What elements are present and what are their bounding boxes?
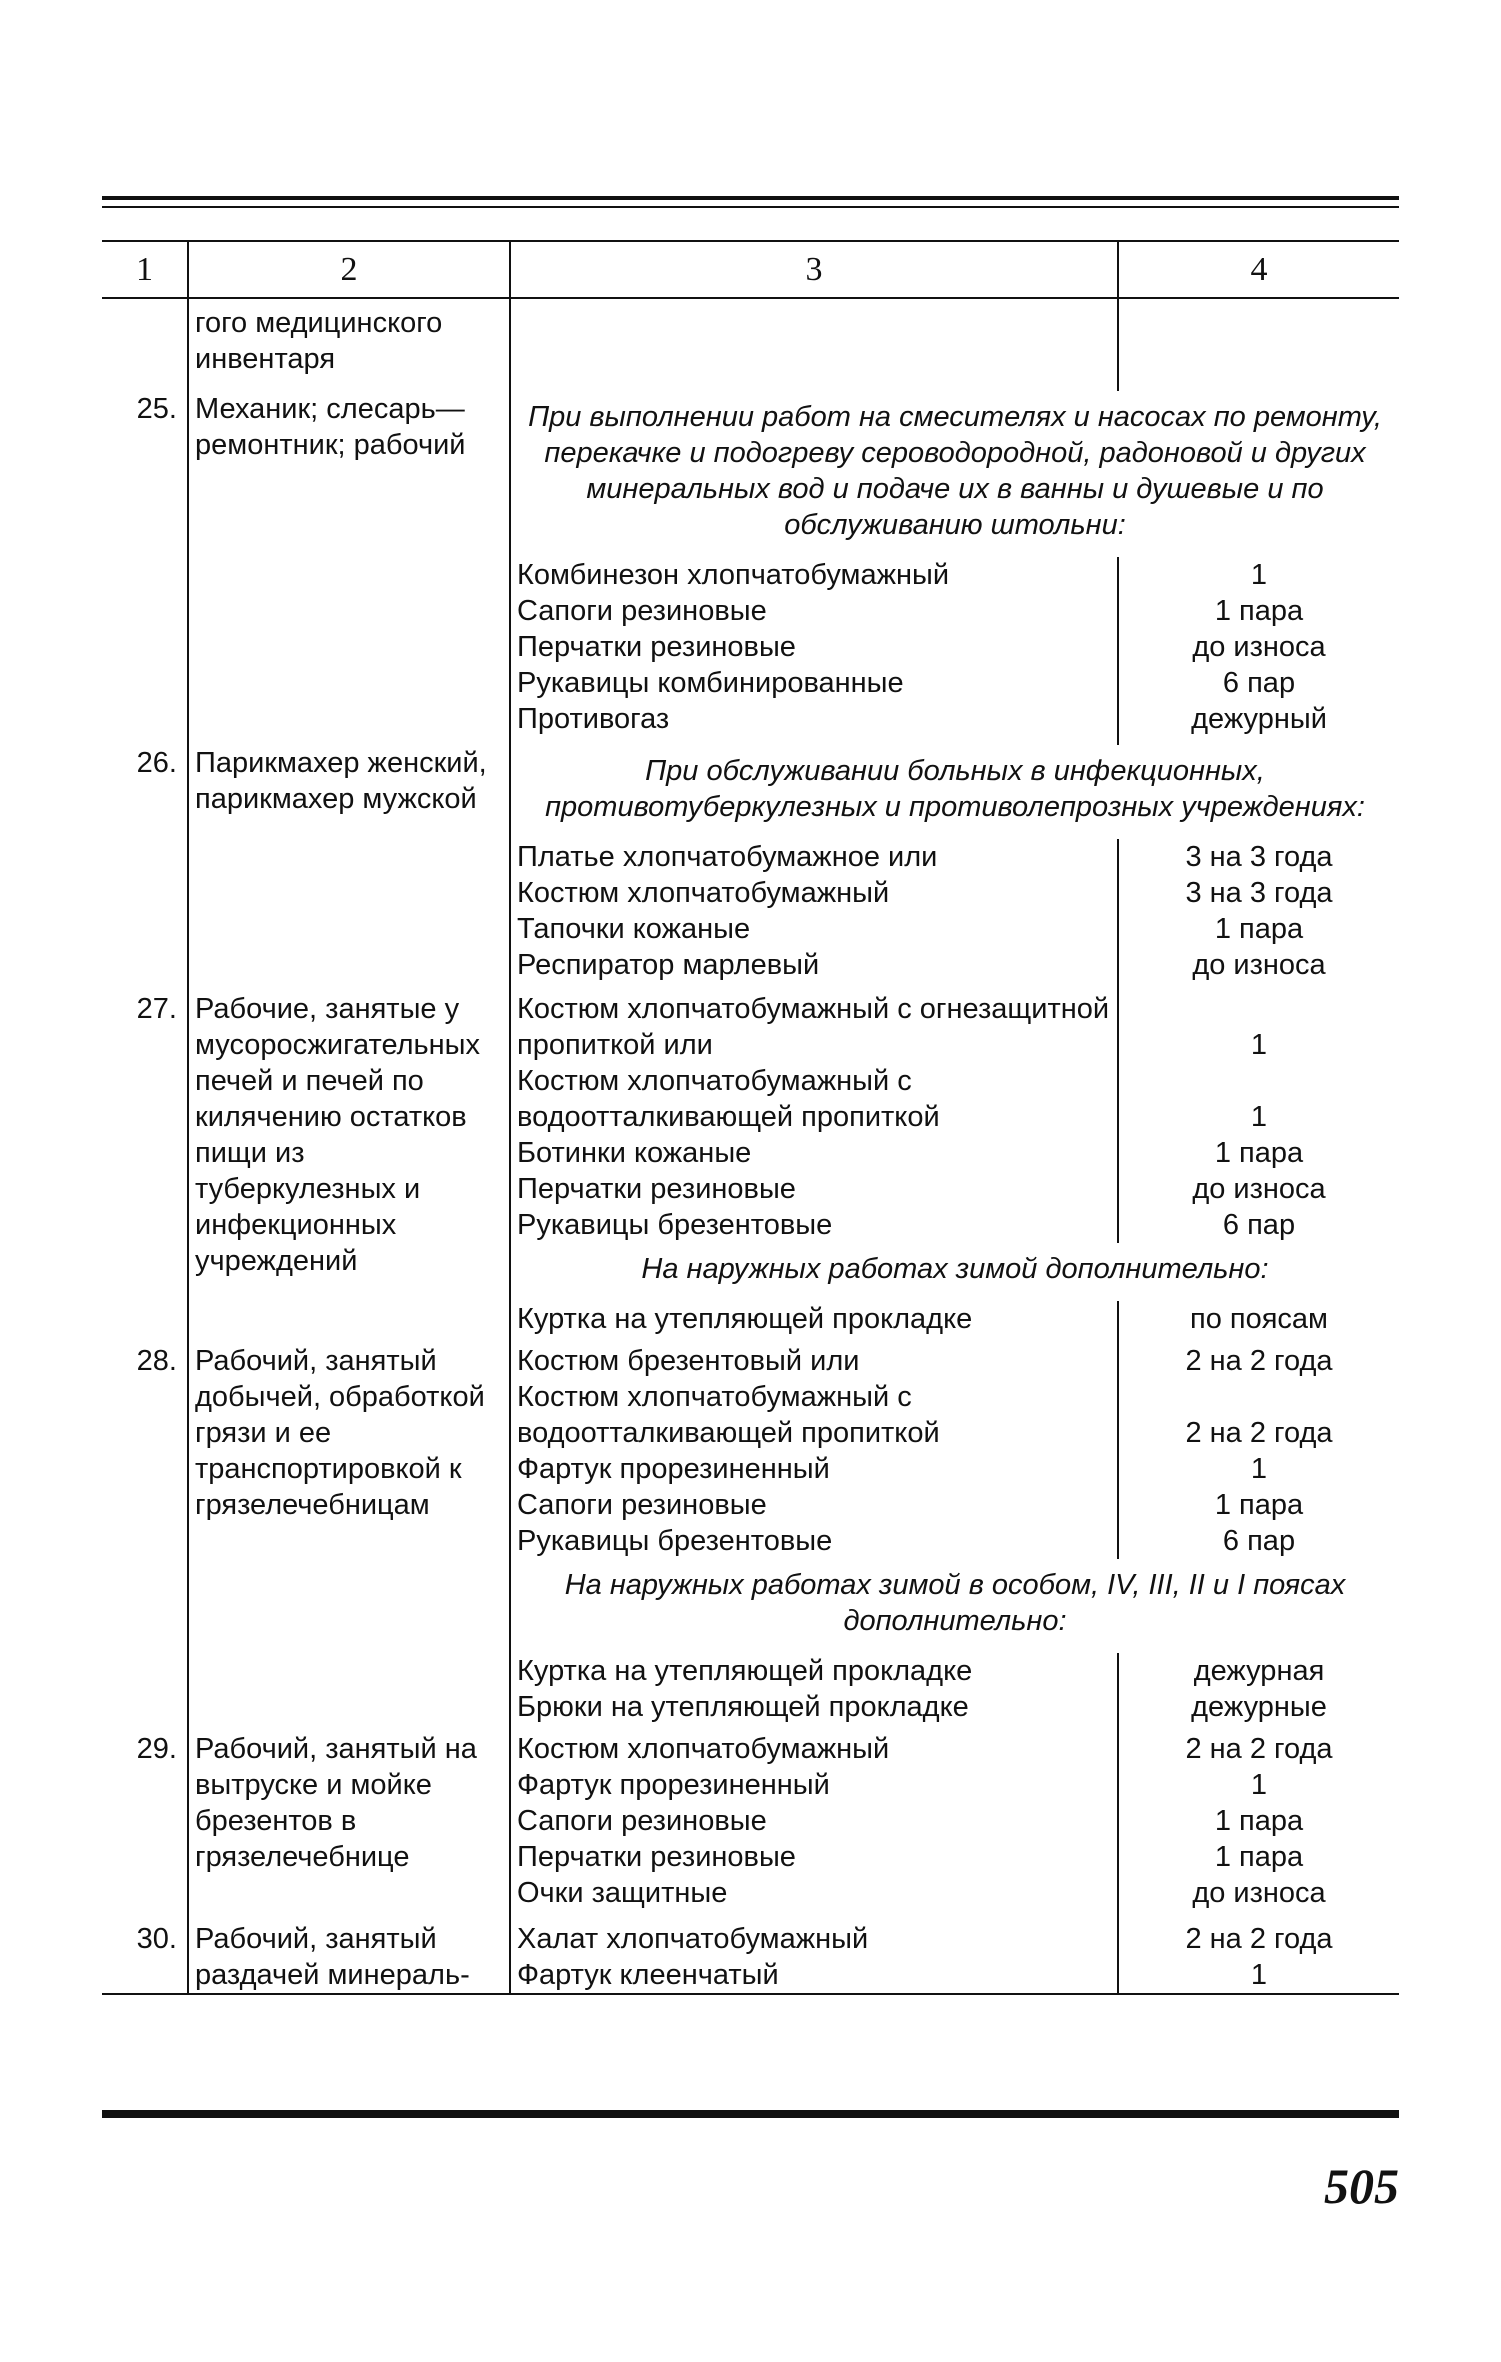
item-name: Костюм хлопчатобумажный	[517, 877, 890, 909]
bottom-rule	[102, 2110, 1399, 2118]
item-norm: до износа	[1192, 1173, 1326, 1205]
condition-heading: При обслуживании больных в инфекционных, противотуберкулезных и противолепрозных учреждениях:	[510, 745, 1399, 839]
role-cell	[188, 1921, 510, 1994]
row-number	[102, 298, 188, 391]
item-name: Сапоги резиновые	[517, 1489, 767, 1521]
item-name: Костюм брезентовый или	[517, 1345, 860, 1377]
items-cell	[510, 557, 1118, 745]
item-name: Рукавицы комбинированные	[517, 667, 904, 699]
item-norm: 6 пар	[1222, 1209, 1296, 1241]
role-cell: Механик; слесарь—ремонтник; рабочий	[188, 391, 510, 745]
norms-cell	[1118, 1731, 1399, 1921]
item-norm: до износа	[1192, 631, 1326, 663]
item-name: Комбинезон хлопчатобумажный	[517, 559, 950, 591]
item-name: Перчатки резиновые	[517, 1841, 796, 1873]
condition-heading: На наружных работах зимой в особом, IV, III, II и I поясах дополнительно:	[510, 1559, 1399, 1653]
item-name: Сапоги резиновые	[517, 595, 767, 627]
item-norm: 1 пара	[1214, 1137, 1304, 1169]
items-cell	[510, 991, 1118, 1243]
item-name: Перчатки резиновые	[517, 631, 796, 663]
item-name: Фартук клеенчатый	[517, 1959, 779, 1991]
item-name: Костюм хлопчатобумажный с огнезащитной пропиткой или	[517, 993, 1110, 1061]
item-norm: 2 на 2 года	[1185, 1417, 1333, 1449]
item-norm: 1 пара	[1214, 1805, 1304, 1837]
item-norm: 2 на 2 года	[1185, 1345, 1333, 1377]
item-name: Сапоги резиновые	[517, 1805, 767, 1837]
table-row	[102, 391, 1399, 557]
header-col-2: 2	[188, 242, 510, 298]
role-cell: Рабочий, занятый на вытруске и мойке брезентов в грязелечебнице	[188, 1731, 510, 1921]
item-norm: дежурный	[1191, 703, 1327, 735]
item-name: Платье хлопчатобумажное или	[517, 841, 938, 873]
item-name: Костюм хлопчатобумажный с водоотталкивающей пропиткой	[517, 1381, 940, 1449]
items-cell	[510, 1301, 1118, 1343]
item-norm: 1	[1250, 1453, 1268, 1485]
condition-heading: При выполнении работ на смесителях и насосах по ремонту, перекачке и подогреву сероводородной, радоновой и других минеральных вод и подаче их в ванны и душевые и по обслуживанию штольни:	[510, 391, 1399, 557]
row-number: 30.	[136, 1923, 177, 1955]
item-name: Фартук прорезиненный	[517, 1453, 830, 1485]
item-norm: 6 пар	[1222, 1525, 1296, 1557]
norms-cell	[1118, 1653, 1399, 1731]
norms-cell	[1118, 1343, 1399, 1559]
item-norm: 3 на 3 года	[1185, 841, 1333, 873]
header-col-4: 4	[1118, 242, 1399, 298]
row-number: 26.	[136, 747, 177, 779]
norms-cell	[1118, 839, 1399, 991]
item-norm: 1	[1250, 1029, 1268, 1061]
norms-cell	[1118, 557, 1399, 745]
table-row	[102, 1731, 1399, 1921]
item-norm: 1	[1250, 1769, 1268, 1801]
item-name: Рукавицы брезентовые	[517, 1209, 833, 1241]
item-name: Перчатки резиновые	[517, 1173, 796, 1205]
row-number: 28.	[136, 1345, 177, 1377]
item-norm: до износа	[1192, 1877, 1326, 1909]
items-cell	[510, 1343, 1118, 1559]
item-name: Халат хлопчатобумажный	[517, 1923, 869, 1955]
row-number: 27.	[136, 993, 177, 1025]
role-text: Рабочий, занятый раздачей минераль-	[195, 1923, 470, 1991]
row-number: 25.	[136, 393, 177, 425]
item-norm: 6 пар	[1222, 667, 1296, 699]
item-name: Респиратор марлевый	[517, 949, 820, 981]
role-cell: Рабочий, занятый добычей, обработкой грязи и ее транспортировкой к грязелечебницам	[188, 1343, 510, 1731]
items-cell	[510, 839, 1118, 991]
item-norm: 1 пара	[1214, 1841, 1304, 1873]
item-norm: 2 на 2 года	[1185, 1733, 1333, 1765]
condition-heading: На наружных работах зимой дополнительно:	[510, 1243, 1399, 1301]
norms-cell	[1118, 1921, 1399, 1994]
role-cell: Парикмахер женский, парикмахер мужской	[188, 745, 510, 991]
item-name: Рукавицы брезентовые	[517, 1525, 833, 1557]
item-name: Костюм хлопчатобумажный	[517, 1733, 890, 1765]
item-norm: 1	[1250, 559, 1268, 591]
header-row	[102, 242, 1399, 298]
item-name: Костюм хлопчатобумажный с водоотталкивающей пропиткой	[517, 1065, 940, 1133]
items-cell	[510, 1653, 1118, 1731]
table-row	[102, 745, 1399, 839]
items-cell	[510, 1921, 1118, 1994]
table-row	[102, 991, 1399, 1243]
item-norm: 3 на 3 года	[1185, 877, 1333, 909]
items-cell	[510, 1731, 1118, 1921]
item-norm: 1	[1250, 1101, 1268, 1133]
item-name: Брюки на утепляющей прокладке	[517, 1691, 969, 1723]
item-norm: 2 на 2 года	[1185, 1923, 1333, 1955]
item-name: Очки защитные	[517, 1877, 728, 1909]
item-name: Ботинки кожаные	[517, 1137, 752, 1169]
item-norm: 1 пара	[1214, 913, 1304, 945]
item-norm: 1 пара	[1214, 1489, 1304, 1521]
item-norm: до износа	[1192, 949, 1326, 981]
role-cell: гого медицинского инвентаря	[188, 298, 510, 391]
item-name: Куртка на утепляющей прокладке	[517, 1655, 973, 1687]
item-name: Куртка на утепляющей прокладке	[517, 1303, 973, 1335]
clothing-norms-table	[102, 242, 1399, 1995]
top-rule-thin	[102, 206, 1399, 208]
top-rule-thick	[102, 196, 1399, 200]
item-norm: 1	[1250, 1959, 1268, 1991]
table-row	[102, 298, 1399, 391]
item-name: Противогаз	[517, 703, 670, 735]
item-norm: 1 пара	[1214, 595, 1304, 627]
item-norm: по поясам	[1190, 1303, 1328, 1335]
item-name: Тапочки кожаные	[517, 913, 751, 945]
norms-cell	[1118, 1301, 1399, 1343]
item-norm: дежурная	[1193, 1655, 1325, 1687]
header-col-3: 3	[510, 242, 1118, 298]
header-col-1: 1	[102, 242, 188, 298]
item-name: Фартук прорезиненный	[517, 1769, 830, 1801]
table-row	[102, 1343, 1399, 1559]
norms-cell	[1118, 991, 1399, 1243]
item-norm: дежурные	[1191, 1691, 1327, 1723]
role-cell: Рабочие, занятые у мусоросжигательных печей и печей по килячению остатков пищи из туберкулезных и инфекционных учреждений	[188, 991, 510, 1343]
page-number: 505	[1324, 2158, 1399, 2214]
table-row	[102, 1921, 1399, 1994]
row-number: 29.	[136, 1733, 177, 1765]
